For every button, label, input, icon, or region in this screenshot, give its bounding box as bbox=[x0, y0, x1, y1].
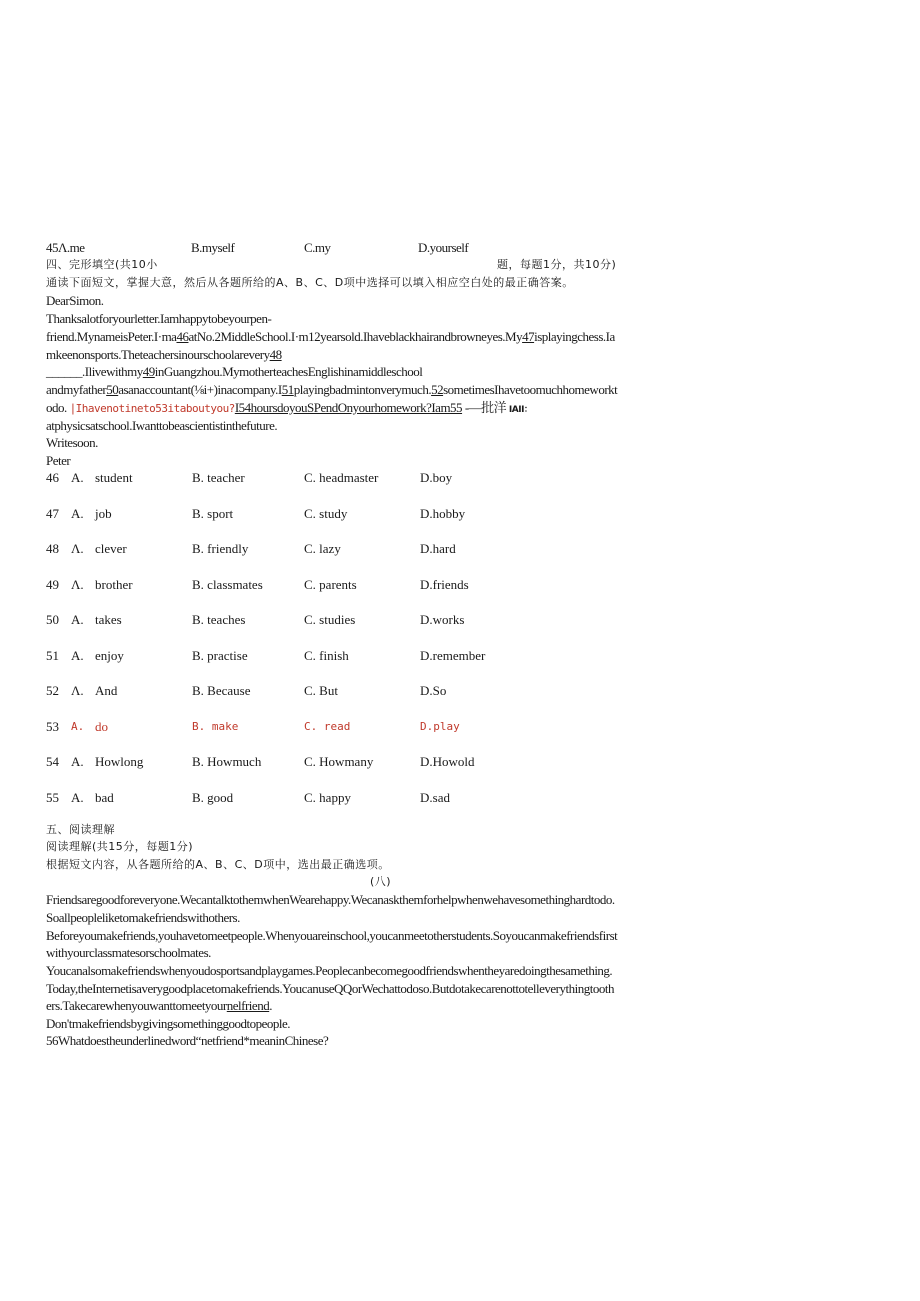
option-b: B. sport bbox=[192, 506, 234, 521]
option-d: D.works bbox=[420, 612, 465, 627]
option-d: D.hard bbox=[420, 541, 456, 556]
garbled-red-text: ∣Ihavenotineto53itaboutyou? bbox=[69, 402, 235, 415]
option-c: C. happy bbox=[304, 790, 351, 805]
option-d: D.sad bbox=[420, 790, 450, 805]
option-c: C. But bbox=[304, 683, 338, 698]
passage-line-5: andmyfather50asanaccountant(⅛i+)inacompany.I51playingbadmintonverymuch.52sometimesIhavetoomuchhomeworkt bbox=[46, 382, 618, 397]
question-number: 53 bbox=[46, 719, 59, 734]
option-b: B. make bbox=[192, 720, 239, 733]
q45-option-c: C.my bbox=[304, 240, 331, 255]
option-b: B. practise bbox=[192, 648, 248, 663]
reading-line-8: Don'tmakefriendsbygivingsomethinggoodtopeople. bbox=[46, 1016, 290, 1031]
q45-a: Λ.me bbox=[58, 240, 85, 255]
option-a: enjoy bbox=[95, 648, 124, 663]
option-b: B. good bbox=[192, 790, 234, 805]
option-c: C. studies bbox=[304, 612, 356, 627]
passage-signature: Peter bbox=[46, 453, 71, 468]
option-a-letter: A. bbox=[71, 648, 84, 663]
question-number: 49 bbox=[46, 577, 59, 592]
blank-48-line: ______ bbox=[46, 364, 82, 379]
option-d: D.Howold bbox=[420, 754, 475, 769]
blank-46: 46 bbox=[176, 329, 189, 344]
reading-line-5: Youcanalsomakefriendswhenyoudosportsandplaygames.Peoplecanbecomegoodfriendswhentheyaredoingthesamething. bbox=[46, 963, 613, 978]
q45-option-b: B.myself bbox=[191, 240, 235, 255]
option-a: bad bbox=[95, 790, 114, 805]
option-c: C. headmaster bbox=[304, 470, 379, 485]
option-b: B. teacher bbox=[192, 470, 245, 485]
blank-47: 47 bbox=[522, 329, 535, 344]
option-a-letter: Λ. bbox=[71, 683, 84, 698]
option-c: C. read bbox=[304, 720, 351, 733]
option-a: student bbox=[95, 470, 133, 485]
q45-row bbox=[46, 239, 85, 257]
question-number: 51 bbox=[46, 648, 59, 663]
option-d: D.friends bbox=[420, 577, 469, 592]
blank-51: 51 bbox=[281, 382, 294, 397]
option-b: B. Because bbox=[192, 683, 251, 698]
section5-label: (八) bbox=[370, 875, 392, 888]
option-a: takes bbox=[95, 612, 122, 627]
question-number: 55 bbox=[46, 790, 59, 805]
option-a: And bbox=[95, 683, 118, 698]
passage-line-4: ______.Ilivewithmy49inGuangzhou.MymotherteachesEnglishinamiddleschool bbox=[46, 364, 423, 379]
q45-option-d: D.yourself bbox=[418, 240, 469, 255]
section5-sub: 阅读理解(共15分，每题1分) bbox=[46, 840, 194, 853]
passage-line-6: odo. ∣Ihavenotineto53itaboutyou?I54hoursdoyouSPendOnyourhomework?Iam55 -—批洋 IAII： bbox=[46, 400, 533, 415]
option-a-letter: A. bbox=[71, 470, 84, 485]
option-a-letter: A. bbox=[71, 790, 84, 805]
option-d: D.play bbox=[420, 720, 460, 733]
blank-50: 50 bbox=[106, 382, 119, 397]
option-a: brother bbox=[95, 577, 133, 592]
reading-line-3: Beforeyoumakefriends,youhavetomeetpeople.Whenyouareinschool,youcanmeetotherstudents.Soyoucanmakefriendsfirst bbox=[46, 928, 618, 943]
reading-line-2: Soallpeopleliketomakefriendswithothers. bbox=[46, 910, 240, 925]
reading-line-6: Today,theInternetisaverygoodplacetomakefriends.YoucanuseQQorWechattodoso.Butdotakecarenottotelleverythingtooth bbox=[46, 981, 614, 996]
question-56: 56Whatdoestheunderlinedword“netfriend*meaninChinese? bbox=[46, 1033, 329, 1048]
option-a: do bbox=[95, 719, 108, 734]
reading-line-1: Friendsaregoodforeveryone.WecantalktothemwhenWearehappy.Wecanaskthemforhelpwhenwehavesomethinghardtodo. bbox=[46, 892, 615, 907]
option-d: D.boy bbox=[420, 470, 453, 485]
option-a-letter: A. bbox=[71, 506, 84, 521]
passage-greeting: DearSimon. bbox=[46, 293, 104, 308]
option-c: C. study bbox=[304, 506, 348, 521]
section4-title-left: 四、完形填空(共10小 bbox=[46, 258, 158, 271]
passage-line-1: Thanksalotforyourletter.Iamhappytobeyourpen- bbox=[46, 311, 272, 326]
option-a-letter: A. bbox=[71, 720, 85, 733]
question-number: 52 bbox=[46, 683, 59, 698]
option-a-letter: A. bbox=[71, 612, 84, 627]
reading-line-7: ers.Takecarewhenyouwanttomeetyournelfriend. bbox=[46, 998, 272, 1013]
option-a: clever bbox=[95, 541, 127, 556]
section4-instruction: 通读下面短文，掌握大意，然后从各题所给的A、B、C、D项中选择可以填入相应空白处的最正确答案。 bbox=[46, 276, 574, 289]
q45-num: 45 bbox=[46, 240, 58, 255]
blank-49: 49 bbox=[142, 364, 155, 379]
question-number: 46 bbox=[46, 470, 59, 485]
option-b: B. teaches bbox=[192, 612, 246, 627]
option-b: B. classmates bbox=[192, 577, 263, 592]
section5-instruction: 根据短文内容，从各题所给的A、B、C、D项中，选出最正确选项。 bbox=[46, 858, 390, 871]
blank-52: 52 bbox=[431, 382, 444, 397]
blank-48: 48 bbox=[269, 347, 282, 362]
option-d: D.So bbox=[420, 683, 447, 698]
option-b: B. friendly bbox=[192, 541, 249, 556]
option-a-letter: Λ. bbox=[71, 541, 84, 556]
section5-title: 五、阅读理解 bbox=[46, 823, 115, 836]
option-a-letter: A. bbox=[71, 754, 84, 769]
underlined-netfriend: nelfriend bbox=[226, 998, 270, 1013]
passage-line-7: atphysicsatschool.Iwanttobeascientistinthefuture. bbox=[46, 418, 278, 433]
option-c: C. lazy bbox=[304, 541, 341, 556]
option-a: job bbox=[95, 506, 112, 521]
passage-closing: Writesoon. bbox=[46, 435, 98, 450]
option-a-letter: Λ. bbox=[71, 577, 84, 592]
option-c: C. finish bbox=[304, 648, 349, 663]
passage-line-2: friend.MynameisPeter.I·ma46atNo.2MiddleSchool.I·m12yearsold.Ihaveblackhairandbrowneyes.My47isplayingchess.Ia bbox=[46, 329, 615, 344]
question-number: 47 bbox=[46, 506, 59, 521]
option-c: C. parents bbox=[304, 577, 357, 592]
section4-title-right: 题，每题1分，共10分) bbox=[497, 258, 617, 271]
option-d: D.hobby bbox=[420, 506, 466, 521]
question-number: 48 bbox=[46, 541, 59, 556]
blank-54-55-text: I54hoursdoyouSPendOnyourhomework?Iam55 bbox=[234, 400, 463, 415]
option-c: C. Howmany bbox=[304, 754, 374, 769]
option-b: B. Howmuch bbox=[192, 754, 262, 769]
option-d: D.remember bbox=[420, 648, 486, 663]
question-number: 50 bbox=[46, 612, 59, 627]
passage-line-3: mkeenonsports.Theteachersinourschoolarevery48 bbox=[46, 347, 282, 362]
question-number: 54 bbox=[46, 754, 59, 769]
option-a: Howlong bbox=[95, 754, 144, 769]
reading-line-4: withyourclassmatesorschoolmates. bbox=[46, 945, 211, 960]
